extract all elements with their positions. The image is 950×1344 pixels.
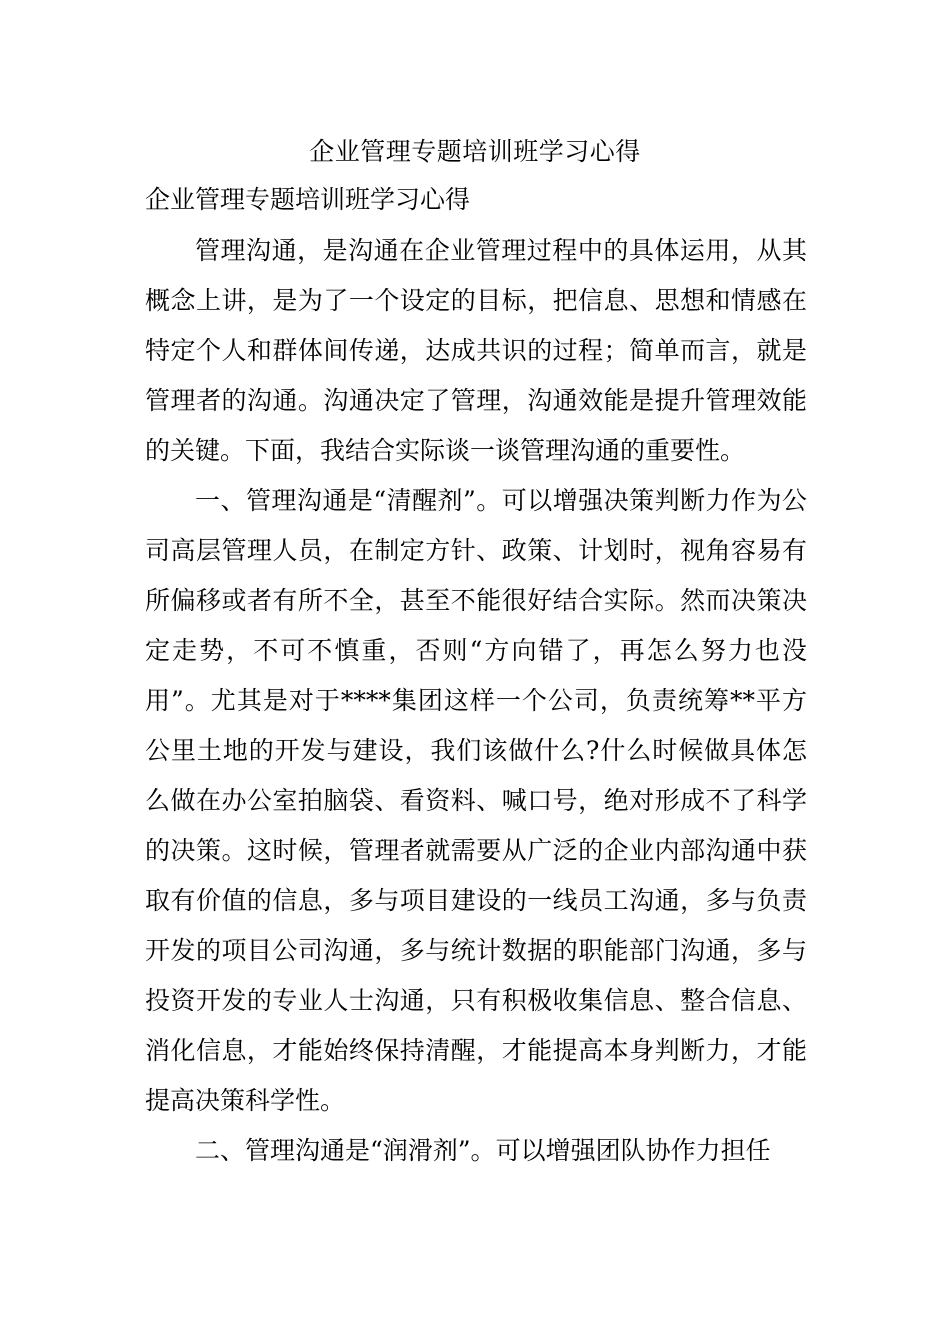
document-title: 企业管理专题培训班学习心得: [309, 137, 641, 166]
document-body: [145, 226, 807, 1176]
paragraph-intro: 管理沟通，是沟通在企业管理过程中的具体运用，从其概念上讲，是为了一个设定的目标，把信息、思想和情感在特定个人和群体间传递，达成共识的过程；简单而言，就是管理者的沟通。沟通决定了管理，沟通效能是提升管理效能的关键。下面，我结合实际谈一谈管理沟通的重要性。: [145, 236, 807, 465]
paragraph-section-one: 一、管理沟通是“清醒剂”。可以增强决策判断力作为公司高层管理人员，在制定方针、政策、计划时，视角容易有所偏移或者有所不全，甚至不能很好结合实际。然而决策决定走势，不可不慎重，否则“方向错了，再怎么努力也没用”。尤其是对于****集团这样一个公司，负责统筹**平方公里土地的开发与建设，我们该做什么?什么时候做具体怎么做在办公室拍脑袋、看资料、喊口号，绝对形成不了科学的决策。这时候，管理者就需要从广泛的企业内部沟通中获取有价值的信息，多与项目建设的一线员工沟通，多与负责开发的项目公司沟通，多与统计数据的职能部门沟通，多与投资开发的专业人士沟通，只有积极收集信息、整合信息、消化信息，才能始终保持清醒，才能提高本身判断力，才能提高决策科学性。: [145, 486, 807, 1115]
document-subtitle: 企业管理专题培训班学习心得: [145, 185, 471, 214]
paragraph-section-two: 二、管理沟通是“润滑剂”。可以增强团队协作力担任: [195, 1136, 771, 1165]
